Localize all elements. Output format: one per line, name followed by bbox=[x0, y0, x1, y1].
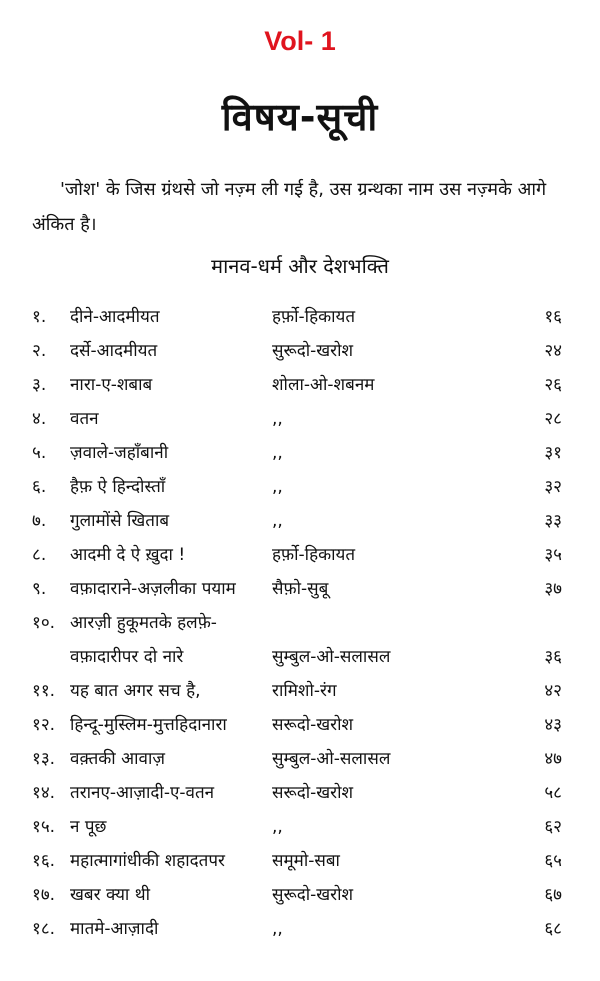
entry-number: १५. bbox=[32, 817, 56, 837]
entry-number: ७. bbox=[32, 511, 47, 531]
entry-source: ,, bbox=[272, 443, 283, 463]
entry-page: ५८ bbox=[544, 783, 562, 803]
entry-title: नारा-ए-शबाब bbox=[70, 375, 153, 395]
contents-row bbox=[0, 402, 600, 436]
entry-title: मातमे-आज़ादी bbox=[70, 919, 159, 939]
volume-label: Vol- 1 bbox=[264, 26, 336, 56]
entry-source: सरूदो-खरोश bbox=[272, 715, 354, 735]
entry-source: शोला-ओ-शबनम bbox=[272, 375, 375, 395]
entry-source: सैफ़ो-सुबू bbox=[272, 579, 329, 599]
entry-source: हर्फ़ो-हिकायत bbox=[272, 545, 356, 565]
entry-title: तरानए-आज़ादी-ए-वतन bbox=[70, 783, 215, 803]
entry-page: २४ bbox=[544, 341, 562, 361]
entry-number: १३. bbox=[32, 749, 56, 769]
entry-number: १०. bbox=[32, 613, 56, 633]
entry-number: १. bbox=[32, 307, 47, 327]
entry-page: ६५ bbox=[544, 851, 562, 871]
contents-row bbox=[0, 300, 600, 334]
entry-page: ४३ bbox=[544, 715, 562, 735]
contents-row bbox=[0, 470, 600, 504]
contents-row bbox=[0, 538, 600, 572]
entry-page: ३१ bbox=[544, 443, 562, 463]
intro-paragraph: 'जोश' के जिस ग्रंथसे जो नज़्म ली गई है, उस ग्रन्थका नाम उस नज़्मके आगे अंकित है। bbox=[32, 179, 547, 235]
contents-row bbox=[0, 878, 600, 912]
entry-page: ३६ bbox=[544, 647, 562, 667]
entry-title: गुलामोंसे खिताब bbox=[70, 511, 170, 531]
entry-source: ,, bbox=[272, 409, 283, 429]
entry-source: ,, bbox=[272, 477, 283, 497]
entry-number: ९. bbox=[32, 579, 47, 599]
entry-title-continued: वफ़ादारीपर दो नारे bbox=[70, 647, 184, 667]
entry-title: महात्मागांधीकी शहादतपर bbox=[70, 851, 225, 871]
entry-title: दर्से-आदमीयत bbox=[70, 341, 158, 361]
entry-source: रामिशो-रंग bbox=[272, 681, 337, 701]
entry-number: १२. bbox=[32, 715, 56, 735]
entry-number: १६. bbox=[32, 851, 56, 871]
contents-row bbox=[0, 606, 600, 674]
entry-number: ८. bbox=[32, 545, 47, 565]
entry-page: ३३ bbox=[544, 511, 562, 531]
contents-row bbox=[0, 742, 600, 776]
contents-row bbox=[0, 572, 600, 606]
entry-number: ३. bbox=[32, 375, 47, 395]
section-title: मानव-धर्म और देशभक्ति bbox=[211, 254, 389, 278]
entry-source: ,, bbox=[272, 817, 283, 837]
entry-source: सरूदो-खरोश bbox=[272, 783, 354, 803]
contents-row bbox=[0, 436, 600, 470]
entry-source: सुरूदो-खरोश bbox=[272, 885, 354, 905]
entry-page: ६२ bbox=[544, 817, 562, 837]
entry-page: ४२ bbox=[544, 681, 562, 701]
entry-page: ४७ bbox=[544, 749, 562, 769]
entry-title: हिन्दू-मुस्लिम-मुत्तहिदानारा bbox=[70, 715, 227, 735]
entry-page: ३७ bbox=[544, 579, 562, 599]
entry-source: सुम्बुल-ओ-सलासल bbox=[272, 749, 391, 769]
entry-number: १४. bbox=[32, 783, 56, 803]
contents-row bbox=[0, 776, 600, 810]
contents-row bbox=[0, 912, 600, 946]
contents-row bbox=[0, 674, 600, 708]
entry-title: वतन bbox=[70, 409, 99, 429]
entry-page: ६८ bbox=[544, 919, 562, 939]
contents-row bbox=[0, 844, 600, 878]
entry-page: ६७ bbox=[544, 885, 562, 905]
entry-number: ६. bbox=[32, 477, 47, 497]
entry-source: ,, bbox=[272, 511, 283, 531]
entry-page: ३५ bbox=[544, 545, 562, 565]
entry-page: २८ bbox=[544, 409, 562, 429]
entry-number: ५. bbox=[32, 443, 47, 463]
entry-number: १८. bbox=[32, 919, 56, 939]
entry-page: १६ bbox=[544, 307, 562, 327]
entry-source: समूमो-सबा bbox=[272, 851, 340, 871]
entry-source: सुरूदो-खरोश bbox=[272, 341, 354, 361]
entry-source: सुम्बुल-ओ-सलासल bbox=[272, 647, 391, 667]
entry-title: ज़वाले-जहाँबानी bbox=[70, 443, 169, 463]
entry-title: यह बात अगर सच है, bbox=[70, 681, 201, 701]
entry-title: वक़्तकी आवाज़ bbox=[70, 749, 165, 769]
entry-number: २. bbox=[32, 341, 47, 361]
contents-row bbox=[0, 810, 600, 844]
contents-row bbox=[0, 368, 600, 402]
entry-title: वफ़ादाराने-अज़लीका पयाम bbox=[70, 579, 236, 599]
entry-title: खबर क्या थी bbox=[70, 885, 150, 905]
entry-page: २६ bbox=[544, 375, 562, 395]
entry-title: न पूछ bbox=[70, 817, 107, 837]
entry-number: ४. bbox=[32, 409, 47, 429]
entry-source: हर्फ़ो-हिकायत bbox=[272, 307, 356, 327]
entry-page: ३२ bbox=[544, 477, 562, 497]
entry-number: १७. bbox=[32, 885, 56, 905]
entry-source: ,, bbox=[272, 919, 283, 939]
contents-row bbox=[0, 334, 600, 368]
entry-title: दीने-आदमीयत bbox=[70, 307, 160, 327]
entry-title: आदमी दे ऐ ख़ुदा ! bbox=[70, 545, 186, 565]
page-title: विषय-सूची bbox=[221, 95, 379, 139]
entry-number: ११. bbox=[32, 681, 56, 701]
entry-title: आरज़ी हुकूमतके हलफ़े- bbox=[70, 613, 217, 633]
contents-row bbox=[0, 504, 600, 538]
entry-title: हैफ़ ऐ हिन्दोस्ताँ bbox=[70, 477, 166, 497]
contents-row bbox=[0, 708, 600, 742]
contents-list bbox=[0, 300, 600, 946]
